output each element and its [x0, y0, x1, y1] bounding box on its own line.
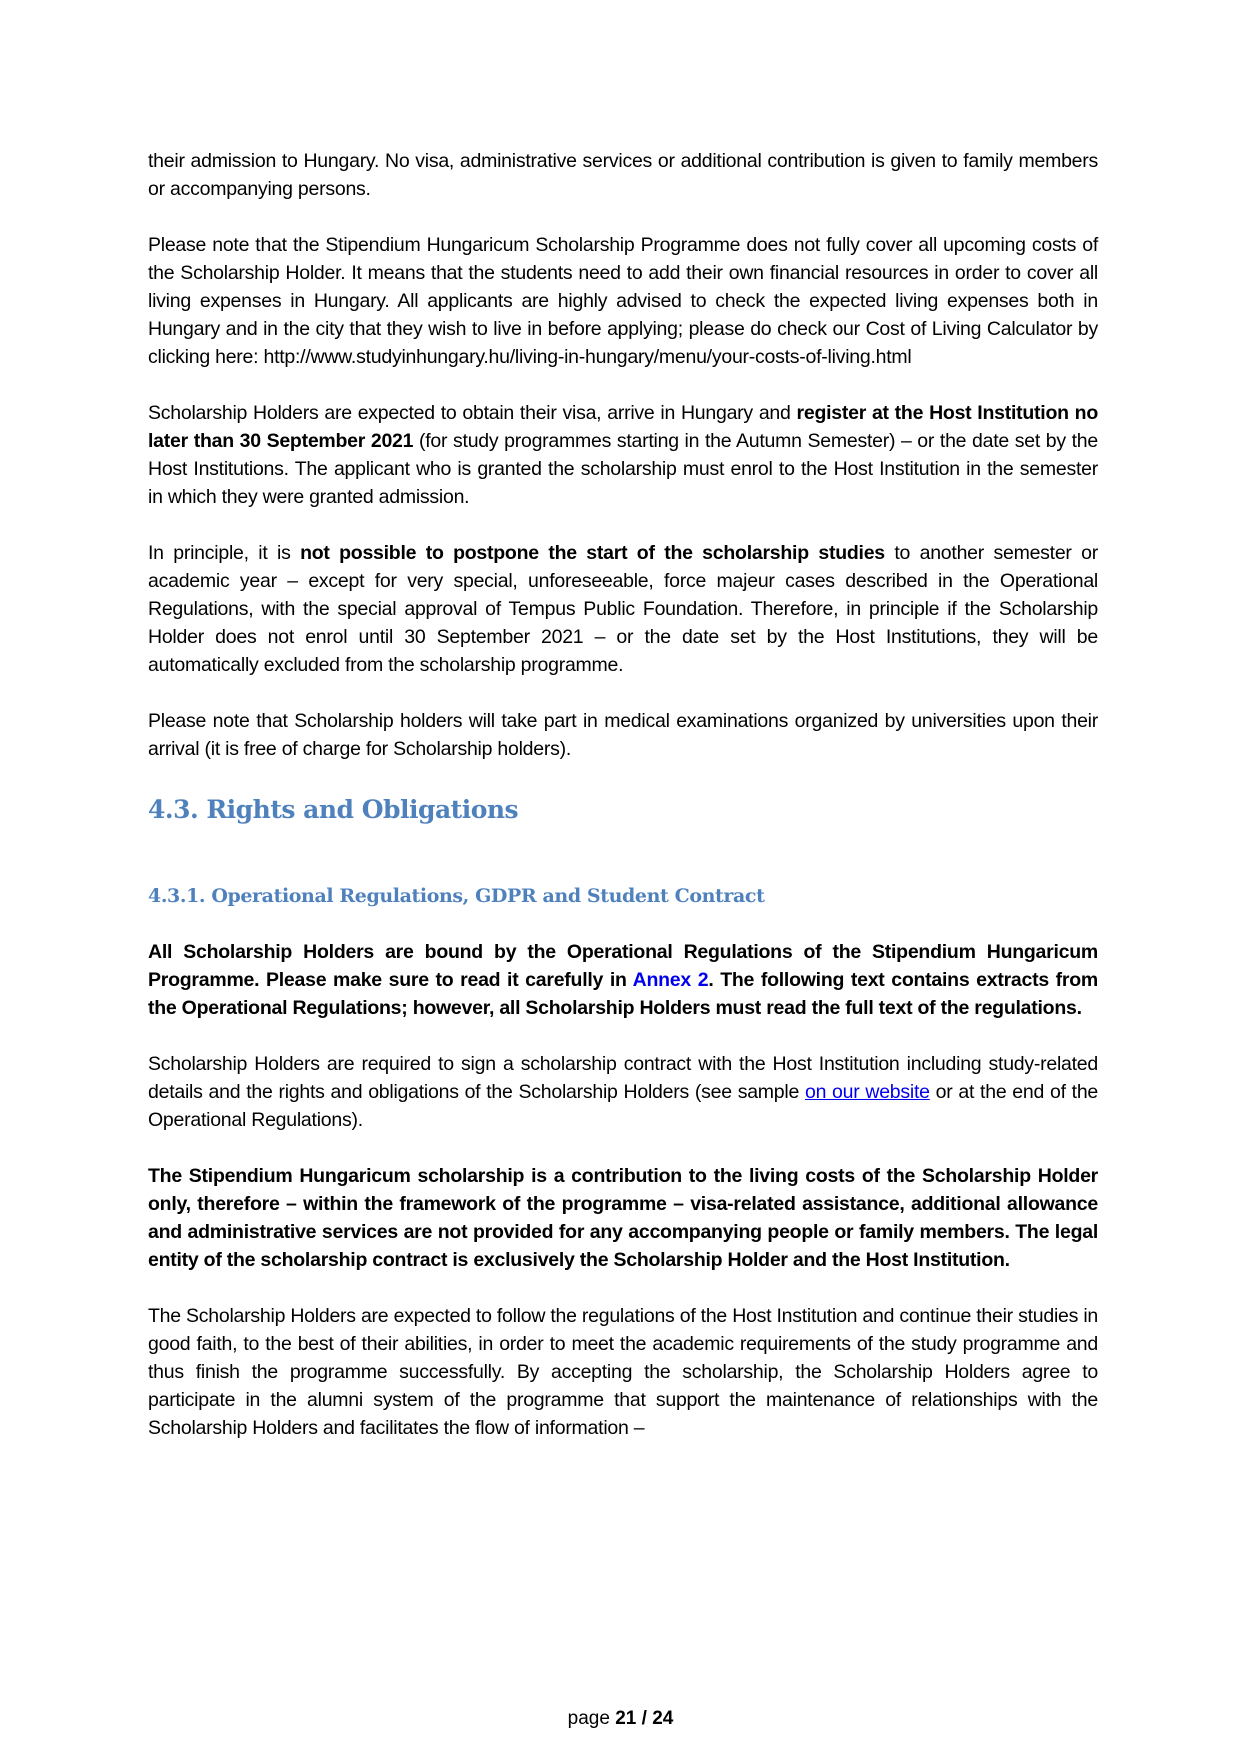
paragraph-operational-regulations	[148, 938, 1098, 1022]
page-footer	[0, 1708, 1241, 1730]
total-pages: 24	[652, 1708, 674, 1729]
page-label: page	[567, 1708, 616, 1729]
subsection-heading: 4.3.1. Operational Regulations, GDPR and Student Contract	[148, 885, 765, 907]
text: All Scholarship Holders are bound by the Operational Regulations of the Stipendium Hungaricum Programme. Please make sure to read it carefully in	[148, 941, 1098, 991]
registration-deadline: register at the Host Institution no later than 30 September 2021	[148, 402, 1098, 452]
section-heading: 4.3. Rights and Obligations	[148, 795, 519, 824]
paragraph-registration	[148, 399, 1098, 511]
text: or at the end of the Operational Regulations).	[148, 1081, 1099, 1131]
website-link[interactable]: on our website	[804, 1081, 930, 1103]
text: In principle, it is	[148, 542, 301, 564]
paragraph-obligations: The Scholarship Holders are expected to follow the regulations of the Host Institution and continue their studies in good faith, to the best of their abilities, in order to meet the academic requirements of the study programme and thus finish the programme successfully. By accepting the scholarship, the Scholarship Holders agree to participate in the alumni system of the programme that support the maintenance of relationships with the Scholarship Holders and facilitates the flow of information –	[148, 1305, 1098, 1439]
paragraph-costs: Please note that the Stipendium Hungaricum Scholarship Programme does not fully cover all upcoming costs of the Scholarship Holder. It means that the students need to add their own financial resources in order to cover all living expenses in Hungary. All applicants are highly advised to check the expected living expenses both in Hungary and in the city that they wish to live in before applying; please do check our Cost of Living Calculator by clicking here: http://www.studyinhungary.hu/living-in-hungary/menu/your-costs-of-living.html	[148, 234, 1098, 368]
paragraph-postpone	[148, 539, 1098, 679]
paragraph-contract	[148, 1050, 1098, 1134]
page-separator: /	[636, 1708, 653, 1729]
paragraph-medical: Please note that Scholarship holders will take part in medical examinations organized by universities upon their arrival (it is free of charge for Scholarship holders).	[148, 710, 1098, 760]
paragraph-admission: their admission to Hungary. No visa, administrative services or additional contribution is given to family members or accompanying persons.	[148, 150, 1098, 200]
annex-2-link[interactable]: Annex 2	[632, 969, 709, 991]
text: Scholarship Holders are expected to obtain their visa, arrive in Hungary and	[148, 402, 797, 424]
text: Scholarship Holders are required to sign a scholarship contract with the Host Institution including study-related details and the rights and obligations of the Scholarship Holders (see sample	[148, 1053, 1098, 1103]
paragraph-contribution: The Stipendium Hungaricum scholarship is a contribution to the living costs of the Scholarship Holder only, therefore – within the framework of the programme – visa-related assistance, additional allowance and administrative services are not provided for any accompanying people or family members. The legal entity of the scholarship contract is exclusively the Scholarship Holder and the Host Institution.	[148, 1165, 1098, 1271]
text: (for study programmes starting in the Autumn Semester) – or the date set by the Host Institutions. The applicant who is granted the scholarship must enrol to the Host Institution in the semester in which they were granted admission.	[148, 430, 1098, 508]
text: to another semester or academic year – except for very special, unforeseeable, force majeur cases described in the Operational Regulations, with the special approval of Tempus Public Foundation. Therefore, in principle if the Scholarship Holder does not enrol until 30 September 2021 – or the date set by the Host Institutions, they will be automatically excluded from the scholarship programme.	[148, 542, 1099, 676]
document-page	[148, 147, 1098, 1470]
postpone-notice: not possible to postpone the start of the scholarship studies	[300, 542, 885, 564]
text: . The following text contains extracts from the Operational Regulations; however, all Scholarship Holders must read the full text of the regulations.	[148, 969, 1098, 1019]
current-page: 21	[615, 1708, 637, 1729]
